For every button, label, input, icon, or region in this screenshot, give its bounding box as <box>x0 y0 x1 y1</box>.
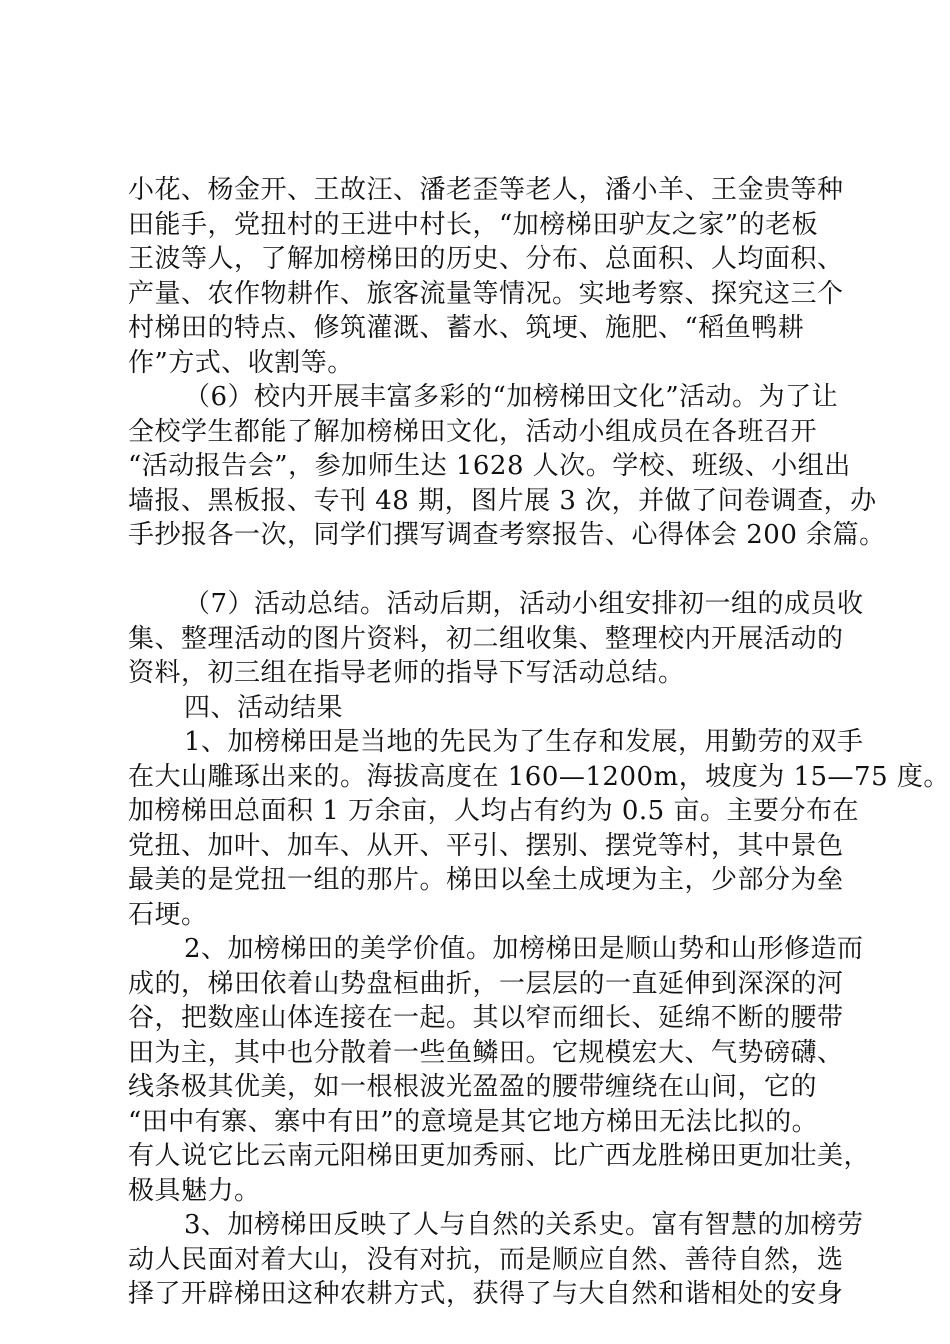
text-line: 田为主，其中也分散着一些鱼鳞田。它规模宏大、气势磅礴、 <box>128 1037 844 1068</box>
text-line: 小花、杨金开、王故汪、潘老歪等老人，潘小羊、王金贵等种 <box>128 175 844 205</box>
text-line: 产量、农作物耕作、旅客流量等情况。实地考察、探究这三个 <box>128 278 844 309</box>
text-line: “活动报告会”，参加师生达 1628 人次。学校、班级、小组出 <box>128 451 851 481</box>
paragraph-start-line: 2、加榜梯田的美学价值。加榜梯田是顺山势和山形修造而 <box>184 934 864 964</box>
text-line: 谷，把数座山体连接在一起。其以窄而细长、延绵不断的腰带 <box>128 1003 844 1033</box>
text-line: 成的，梯田依着山势盘桓曲折，一层层的一直延伸到深深的河 <box>128 968 844 999</box>
text-line: 资料，初三组在指导老师的指导下写活动总结。 <box>128 658 685 688</box>
text-line: 动人民面对着大山，没有对抗，而是顺应自然、善待自然，选 <box>128 1244 844 1275</box>
text-line: 有人说它比云南元阳梯田更加秀丽、比广西龙胜梯田更加壮美， <box>128 1141 871 1171</box>
text-line: 手抄报各一次，同学们撰写调查考察报告、心得体会 200 余篇。 <box>128 520 886 550</box>
text-line: 村梯田的特点、修筑灌溉、蓄水、筑埂、施肥、“稻鱼鸭耕 <box>128 313 805 343</box>
text-line: 极具魅力。 <box>128 1175 261 1206</box>
text-line: 墙报、黑板报、专刊 48 期，图片展 3 次，并做了问卷调查，办 <box>128 485 877 516</box>
text-line: 择了开辟梯田这种农耕方式，获得了与大自然和谐相处的安身 <box>128 1279 844 1309</box>
section-heading: 四、活动结果 <box>184 692 344 723</box>
text-line: 加榜梯田总面积 1 万余亩，人均占有约为 0.5 亩。主要分布在 <box>128 796 859 826</box>
text-line: 作”方式、收割等。 <box>128 347 354 378</box>
paragraph-start-line: （6）校内开展丰富多彩的“加榜梯田文化”活动。为了让 <box>184 382 839 412</box>
paragraph-start-line: （7）活动总结。活动后期，活动小组安排初一组的成员收 <box>184 589 864 619</box>
text-line: 线条极其优美，如一根根波光盈盈的腰带缠绕在山间，它的 <box>128 1072 818 1102</box>
text-line: 党扭、加叶、加车、从开、平引、摆别、摆党等村，其中景色 <box>128 830 844 861</box>
text-line: 田能手，党扭村的王进中村长，“加榜梯田驴友之家”的老板 <box>128 209 819 240</box>
text-line: 全校学生都能了解加榜梯田文化，活动小组成员在各班召开 <box>128 416 818 447</box>
paragraph-start-line: 1、加榜梯田是当地的先民为了生存和发展，用勤劳的双手 <box>184 727 864 757</box>
text-line: 最美的是党扭一组的那片。梯田以垒土成埂为主，少部分为垒 <box>128 865 844 895</box>
text-line: 在大山雕琢出来的。海拔高度在 160—1200m，坡度为 15—75 度。 <box>128 761 950 792</box>
text-line: 王波等人，了解加榜梯田的历史、分布、总面积、人均面积、 <box>128 244 844 274</box>
text-line: “田中有寨、寨中有田”的意境是其它地方梯田无法比拟的。 <box>128 1106 819 1137</box>
text-line: 集、整理活动的图片资料，初二组收集、整理校内开展活动的 <box>128 623 844 654</box>
body-text <box>128 173 950 1312</box>
blank-line <box>128 553 833 588</box>
text-line: 石埂。 <box>128 899 208 930</box>
paragraph-start-line: 3、加榜梯田反映了人与自然的关系史。富有智慧的加榜劳 <box>184 1210 864 1240</box>
